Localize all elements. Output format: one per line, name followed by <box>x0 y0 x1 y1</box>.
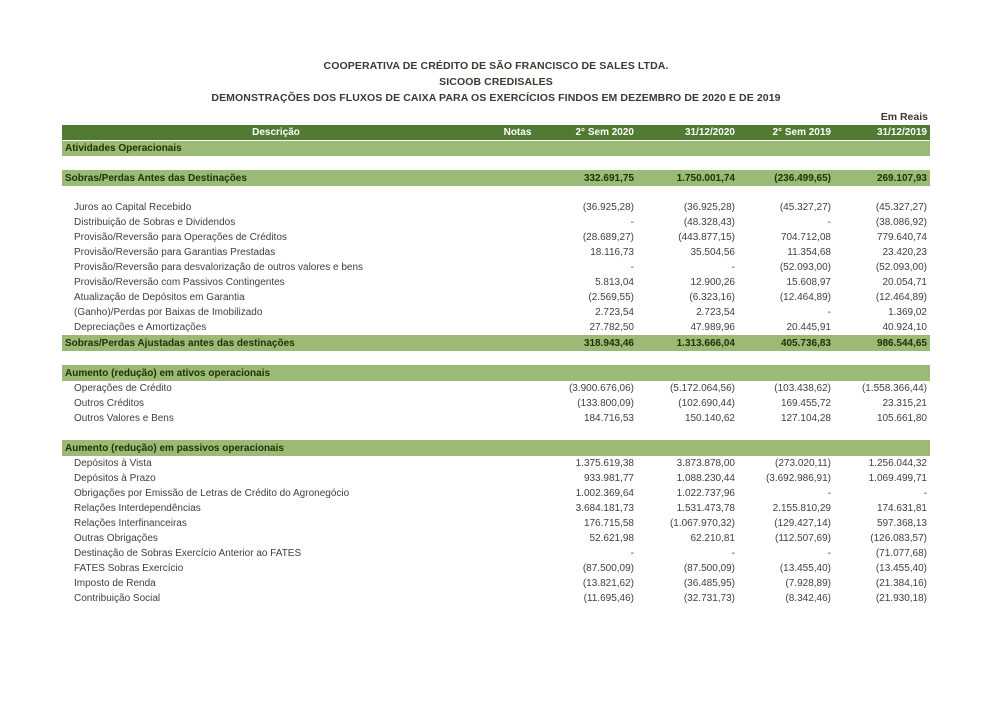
row-value: 933.981,77 <box>583 473 634 484</box>
row-value <box>834 365 930 381</box>
row-value: 20.054,71 <box>882 277 927 288</box>
row-value: 11.354,68 <box>787 247 831 258</box>
row-value: (133.800,09) <box>577 398 634 409</box>
row-value: 12.900,26 <box>690 277 735 288</box>
row-value: 318.943,46 <box>545 335 637 351</box>
section-row <box>62 365 930 381</box>
row-value: 332.691,75 <box>545 170 637 186</box>
table-row <box>62 471 930 486</box>
row-value: (21.930,18) <box>875 593 927 604</box>
row-value: 405.736,83 <box>738 335 834 351</box>
row-value: 20.445,91 <box>786 322 831 333</box>
company-subtitle: SICOOB CREDISALES <box>439 76 553 88</box>
row-value: 1.002.369,64 <box>575 488 634 499</box>
row-value: - <box>923 488 927 499</box>
document-header <box>62 58 930 106</box>
row-value: (32.731,73) <box>683 593 735 604</box>
row-value: 2.723,54 <box>696 307 735 318</box>
row-value: - <box>630 217 634 228</box>
row-value: 150.140,62 <box>684 413 735 424</box>
row-value: 40.924,10 <box>882 322 927 333</box>
row-value: - <box>827 217 831 228</box>
row-value: 1.369,02 <box>888 307 927 318</box>
row-label: Depósitos à Vista <box>74 458 152 469</box>
currency-note: Em Reais <box>880 111 928 123</box>
row-value: (1.067.970,32) <box>669 518 735 529</box>
table-row <box>62 576 930 591</box>
row-value: 2.155.810,29 <box>772 503 831 514</box>
row-value: (45.327,27) <box>875 202 927 213</box>
spacer-cell <box>62 186 930 200</box>
row-value: (5.172.064,56) <box>669 383 735 394</box>
column-header: 2° Sem 2020 <box>545 125 637 140</box>
column-header: 31/12/2019 <box>834 125 930 140</box>
row-value <box>637 140 738 156</box>
row-value: 62.210,81 <box>690 533 735 544</box>
row-value: (1.558.366,44) <box>861 383 927 394</box>
table-row <box>62 516 930 531</box>
row-label: Obrigações por Emissão de Letras de Crédito do Agronegócio <box>74 488 350 499</box>
table-row <box>62 411 930 426</box>
row-label: Provisão/Reversão para Operações de Créditos <box>74 232 287 243</box>
row-value: (6.323,16) <box>689 292 735 303</box>
table-row <box>62 396 930 411</box>
row-value: (87.500,09) <box>683 563 735 574</box>
row-value: 704.712,08 <box>780 232 831 243</box>
row-value <box>545 440 637 456</box>
row-label: Outros Valores e Bens <box>74 413 174 424</box>
company-title: COOPERATIVA DE CRÉDITO DE SÃO FRANCISCO DE SALES LTDA. <box>323 60 669 72</box>
row-value: - <box>630 548 634 559</box>
row-label: Provisão/Reversão com Passivos Contingentes <box>74 277 285 288</box>
row-value: (13.455,40) <box>875 563 927 574</box>
row-value: (13.821,62) <box>582 578 634 589</box>
row-value: 1.256.044,32 <box>868 458 927 469</box>
row-label: Operações de Crédito <box>74 383 172 394</box>
table-row <box>62 501 930 516</box>
row-value: 1.531.473,78 <box>676 503 735 514</box>
row-value: 105.661,80 <box>876 413 927 424</box>
row-label: Sobras/Perdas Antes das Destinações <box>62 170 545 186</box>
row-label: Aumento (redução) em passivos operacionais <box>62 440 545 456</box>
row-value: (3.692.986,91) <box>765 473 831 484</box>
row-value: 176.715,58 <box>583 518 634 529</box>
spacer-cell <box>62 156 930 170</box>
table-header-row <box>62 125 930 140</box>
table-row <box>62 531 930 546</box>
row-value: 3.684.181,73 <box>575 503 634 514</box>
row-value: (38.086,92) <box>875 217 927 228</box>
row-value: (28.689,27) <box>582 232 634 243</box>
spacer-cell <box>62 351 930 365</box>
table-body <box>62 140 930 606</box>
row-value: 169.455,72 <box>780 398 831 409</box>
row-value: 52.621,98 <box>589 533 634 544</box>
row-value: 15.608,97 <box>786 277 831 288</box>
row-label: Provisão/Reversão para desvalorização de outros valores e bens <box>74 262 364 273</box>
row-label: Distribuição de Sobras e Dividendos <box>74 217 236 228</box>
row-value: 184.716,53 <box>583 413 634 424</box>
row-value: (21.384,16) <box>875 578 927 589</box>
row-value: (102.690,44) <box>678 398 735 409</box>
row-label: Depósitos à Prazo <box>74 473 156 484</box>
table-row <box>62 305 930 320</box>
table-row <box>62 260 930 275</box>
table-row <box>62 290 930 305</box>
row-value: (2.569,55) <box>588 292 634 303</box>
statement-title: DEMONSTRAÇÕES DOS FLUXOS DE CAIXA PARA OS EXERCÍCIOS FINDOS EM DEZEMBRO DE 2020 E DE 2019 <box>211 92 781 104</box>
row-label: Relações Interfinanceiras <box>74 518 187 529</box>
table-row <box>62 320 930 335</box>
row-value: 1.069.499,71 <box>868 473 927 484</box>
row-value: (103.438,62) <box>774 383 831 394</box>
row-value: - <box>827 488 831 499</box>
row-label: Atualização de Depósitos em Garantia <box>74 292 245 303</box>
row-value: - <box>731 262 735 273</box>
row-value: (13.455,40) <box>779 563 831 574</box>
row-value: (112.507,69) <box>775 533 831 544</box>
row-label: Imposto de Renda <box>74 578 156 589</box>
row-value: (443.877,15) <box>678 232 735 243</box>
row-label: Contribuição Social <box>74 593 161 604</box>
row-label: Atividades Operacionais <box>62 140 545 156</box>
row-value <box>834 440 930 456</box>
table-row <box>62 381 930 396</box>
row-value: (3.900.676,06) <box>568 383 634 394</box>
row-value: (52.093,00) <box>875 262 927 273</box>
row-value: 1.022.737,96 <box>676 488 735 499</box>
column-header: 31/12/2020 <box>637 125 738 140</box>
row-value: 127.104,28 <box>780 413 831 424</box>
row-value: 27.782,50 <box>589 322 634 333</box>
row-value: (11.695,46) <box>583 593 634 604</box>
table-row <box>62 591 930 606</box>
row-value: 1.313.666,04 <box>637 335 738 351</box>
row-value: (48.328,43) <box>683 217 735 228</box>
column-header: Notas <box>490 125 545 140</box>
table-row <box>62 546 930 561</box>
table-row <box>62 245 930 260</box>
row-label: Juros ao Capital Recebido <box>74 202 192 213</box>
row-label: Aumento (redução) em ativos operacionais <box>62 365 545 381</box>
row-value: (12.464,89) <box>875 292 927 303</box>
row-value: 35.504,56 <box>690 247 735 258</box>
row-value: 597.368,13 <box>876 518 927 529</box>
row-label: Outras Obrigações <box>74 533 158 544</box>
row-value: 3.873.878,00 <box>676 458 735 469</box>
row-value: 23.315,21 <box>882 398 927 409</box>
row-value: 5.813,04 <box>595 277 634 288</box>
row-value: 1.088.230,44 <box>676 473 735 484</box>
row-label: (Ganho)/Perdas por Baixas de Imobilizado <box>74 307 263 318</box>
row-value: (87.500,09) <box>582 563 634 574</box>
section-row <box>62 170 930 186</box>
row-value: (36.925,28) <box>582 202 634 213</box>
row-value: (8.342,46) <box>785 593 831 604</box>
row-value: 18.116,73 <box>590 247 634 258</box>
spacer-row <box>62 426 930 440</box>
row-value <box>637 365 738 381</box>
row-label: Relações Interdependências <box>74 503 201 514</box>
row-value: - <box>827 548 831 559</box>
row-value: (71.077,68) <box>875 548 927 559</box>
section-row <box>62 140 930 156</box>
row-label: Provisão/Reversão para Garantias Prestadas <box>74 247 276 258</box>
row-value: 47.989,96 <box>690 322 735 333</box>
row-value: 1.375.619,38 <box>575 458 634 469</box>
section-row <box>62 335 930 351</box>
row-value: (45.327,27) <box>779 202 831 213</box>
row-value <box>637 440 738 456</box>
row-value: 269.107,93 <box>834 170 930 186</box>
row-value: 23.420,23 <box>882 247 927 258</box>
section-row <box>62 440 930 456</box>
row-label: Outros Créditos <box>74 398 145 409</box>
row-value <box>545 140 637 156</box>
row-label: FATES Sobras Exercício <box>74 563 184 574</box>
row-value: 174.631,81 <box>876 503 927 514</box>
row-value <box>738 140 834 156</box>
row-value: 986.544,65 <box>834 335 930 351</box>
table-row <box>62 456 930 471</box>
row-value: 779.640,74 <box>876 232 927 243</box>
spacer-row <box>62 351 930 365</box>
column-header: 2° Sem 2019 <box>738 125 834 140</box>
row-value: (236.499,65) <box>738 170 834 186</box>
row-value: (52.093,00) <box>779 262 831 273</box>
row-label: Destinação de Sobras Exercício Anterior ao FATES <box>74 548 302 559</box>
row-value: - <box>630 262 634 273</box>
row-label: Depreciações e Amortizações <box>74 322 207 333</box>
row-value: 2.723,54 <box>595 307 634 318</box>
spacer-row <box>62 186 930 200</box>
row-value: (129.427,14) <box>774 518 831 529</box>
table-row <box>62 486 930 501</box>
row-value: - <box>731 548 735 559</box>
row-value: (36.925,28) <box>683 202 735 213</box>
table-row <box>62 275 930 290</box>
row-value <box>738 440 834 456</box>
table-row <box>62 200 930 215</box>
row-label: Sobras/Perdas Ajustadas antes das destinações <box>62 335 545 351</box>
row-value: (12.464,89) <box>779 292 831 303</box>
row-value: (126.083,57) <box>870 533 927 544</box>
spacer-cell <box>62 426 930 440</box>
table-row <box>62 215 930 230</box>
cash-flow-table <box>62 125 930 606</box>
spacer-row <box>62 156 930 170</box>
row-value: (36.485,95) <box>683 578 735 589</box>
column-header: Descrição <box>62 125 490 140</box>
table-row <box>62 561 930 576</box>
row-value: - <box>827 307 831 318</box>
row-value: (273.020,11) <box>775 458 831 469</box>
row-value: 1.750.001,74 <box>637 170 738 186</box>
row-value <box>545 365 637 381</box>
row-value <box>738 365 834 381</box>
row-value <box>834 140 930 156</box>
row-value: (7.928,89) <box>785 578 831 589</box>
table-row <box>62 230 930 245</box>
